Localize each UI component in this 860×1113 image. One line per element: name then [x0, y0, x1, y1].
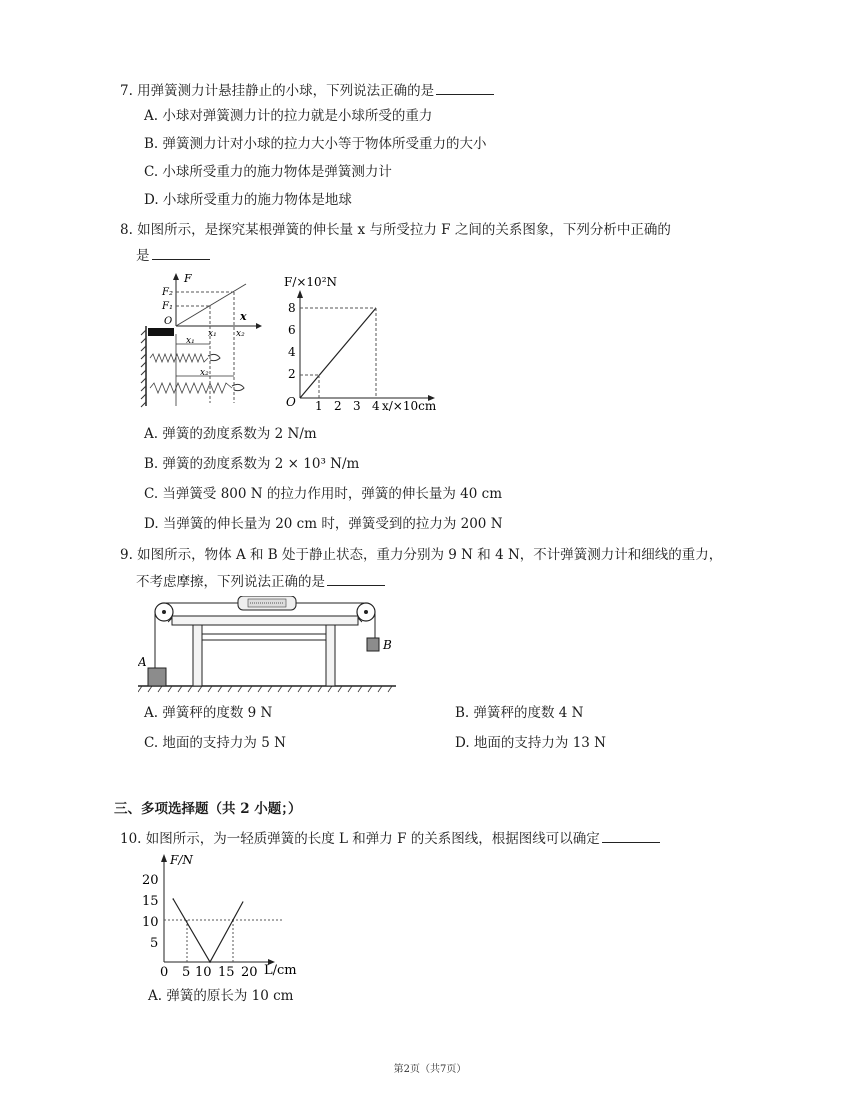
- q10-answer-blank: [602, 828, 660, 843]
- q10-xtick-10: 10: [195, 965, 212, 980]
- section-3-title: 三、多项选择题（共 2 小题；）: [114, 801, 302, 817]
- q8-graph-ytick-2: 2: [288, 367, 296, 381]
- q8-option-c: C. 当弹簧受 800 N 的拉力作用时，弹簧的伸长量为 40 cm: [144, 486, 503, 502]
- q8-graph-xtick-4: 4: [372, 399, 380, 412]
- q8-fig-x-label: x: [240, 310, 247, 323]
- q8-graph-origin: O: [286, 395, 296, 409]
- q7-answer-blank: [436, 80, 494, 95]
- q10-xtick-15: 15: [218, 965, 235, 980]
- q8-graph-xlabel: x/×10cm: [382, 399, 437, 412]
- q8-fig-x1-dim: x₁: [186, 336, 195, 346]
- q10-fl-graph: [138, 850, 313, 980]
- q8-stem-line1: 8. 如图所示，是探究某根弹簧的伸长量 x 与所受拉力 F 之间的关系图象，下列分析中正确的: [120, 222, 671, 238]
- q9-fig-label-b: B: [383, 638, 392, 652]
- q8-option-b: B. 弹簧的劲度系数为 2 × 10³ N/m: [144, 456, 360, 472]
- q8-stem-end: 是: [136, 248, 150, 264]
- q8-answer-blank: [152, 245, 210, 260]
- q9-option-a: A. 弹簧秤的度数 9 N: [144, 705, 273, 721]
- q7-option-c: C. 小球所受重力的施力物体是弹簧测力计: [144, 164, 392, 180]
- q8-fig-x1-tick: x₁: [208, 329, 217, 339]
- q8-fig-f1-label: F₁: [162, 301, 173, 312]
- q10-graph-ylabel: F/N: [170, 853, 193, 867]
- q10-graph-xlabel: L/cm: [264, 963, 297, 978]
- q8-option-d: D. 当弹簧的伸长量为 20 cm 时，弹簧受到的拉力为 200 N: [144, 516, 503, 532]
- q8-graph-ytick-4: 4: [288, 345, 296, 359]
- q8-fig-f-label: F: [184, 272, 192, 285]
- q8-graph-xtick-2: 2: [334, 399, 342, 412]
- q7-option-b: B. 弹簧测力计对小球的拉力大小等于物体所受重力的大小: [144, 136, 487, 152]
- q8-graph-ylabel: F/×10²N: [284, 275, 338, 289]
- q10-ytick-5: 5: [150, 936, 159, 951]
- q9-option-d: D. 地面的支持力为 13 N: [455, 735, 606, 751]
- q9-pulley-diagram: [138, 596, 398, 696]
- q8-option-a: A. 弹簧的劲度系数为 2 N/m: [144, 426, 317, 442]
- q10-xtick-5: 5: [182, 965, 191, 980]
- q9-option-b: B. 弹簧秤的度数 4 N: [455, 705, 584, 721]
- q9-stem-end: 不考虑摩擦，下列说法正确的是: [136, 574, 325, 590]
- q9-stem-line2: [136, 571, 385, 592]
- page-footer: 第2页（共7页）: [393, 1064, 467, 1075]
- q10-ytick-10: 10: [142, 915, 159, 930]
- q10-stem-line: [120, 828, 660, 849]
- q8-fig-f2-label: F₂: [162, 287, 173, 298]
- q9-option-c: C. 地面的支持力为 5 N: [144, 735, 286, 751]
- q7-stem-line: [120, 80, 494, 101]
- q10-origin: 0: [160, 965, 169, 980]
- q7-stem: 7. 用弹簧测力计悬挂静止的小球，下列说法正确的是: [120, 83, 435, 99]
- q10-ytick-20: 20: [142, 873, 159, 888]
- q8-graph-xtick-3: 3: [353, 399, 361, 412]
- q10-point-0: [172, 898, 174, 900]
- q8-fig-origin: O: [164, 316, 173, 327]
- q8-spring-diagram: [138, 268, 268, 410]
- q8-graph-ytick-8: 8: [288, 301, 296, 315]
- q7-option-a: A. 小球对弹簧测力计的拉力就是小球所受的重力: [144, 108, 433, 124]
- q10-point-1: [209, 961, 211, 963]
- q10-yticks: [142, 873, 159, 951]
- q10-option-a: A. 弹簧的原长为 10 cm: [148, 988, 294, 1004]
- q8-fx-graph: [278, 270, 448, 412]
- q8-graph-xtick-1: 1: [315, 399, 323, 412]
- q9-stem-line1: 9. 如图所示，物体 A 和 B 处于静止状态，重力分别为 9 N 和 4 N，不计弹簧测力计和细线的重力，: [120, 547, 723, 563]
- q10-point-2: [232, 919, 234, 921]
- q10-stem: 10. 如图所示，为一轻质弹簧的长度 L 和弹力 F 的关系图线，根据图线可以确定: [120, 831, 600, 847]
- q8-stem-line2: [136, 245, 210, 266]
- q8-fig-x2-tick: x₂: [236, 329, 245, 339]
- q9-fig-label-a: A: [138, 655, 147, 669]
- q8-fig-x2-dim: x₂: [200, 368, 209, 378]
- q10-xtick-20: 20: [241, 965, 258, 980]
- q8-graph-ytick-6: 6: [288, 323, 296, 337]
- q7-option-d: D. 小球所受重力的施力物体是地球: [144, 192, 352, 208]
- q10-ytick-15: 15: [142, 894, 159, 909]
- q10-chart-marks: [164, 898, 284, 963]
- q9-answer-blank: [327, 571, 385, 586]
